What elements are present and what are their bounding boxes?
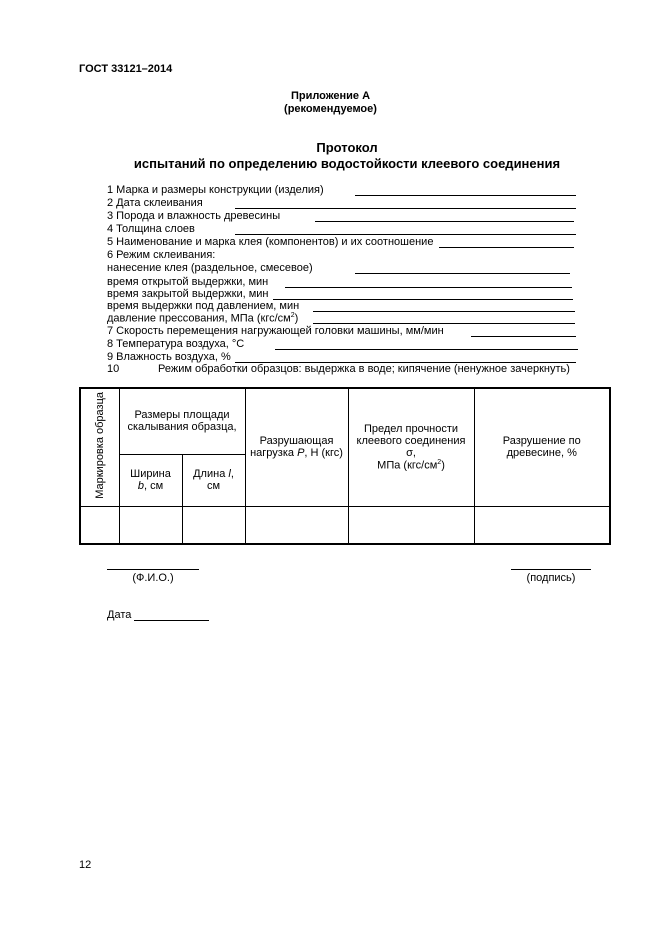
name-line[interactable]: [107, 569, 199, 570]
date-line[interactable]: [134, 620, 209, 621]
results-table: [79, 387, 611, 545]
field-10: Режим обработки образцов: выдержка в воде; кипячение (ненужное зачеркнуть): [158, 363, 570, 375]
col-strength-header: Предел прочности клеевого соединения σ, МПа $(кгс/см^2)$: [348, 388, 474, 506]
col-marking-header: Маркировка образца: [80, 388, 119, 506]
appendix-subtitle: (рекомендуемое): [284, 103, 377, 115]
field-4: 4 Толщина слоев: [107, 223, 195, 235]
field-1: 1 Марка и размеры конструкции (изделия): [107, 184, 324, 196]
field-7-line[interactable]: [471, 336, 576, 337]
signature-line[interactable]: [511, 569, 591, 570]
standard-number: ГОСТ 33121–2014: [79, 63, 173, 75]
cell-width[interactable]: [119, 506, 182, 544]
field-6-pressure-time-line[interactable]: [313, 311, 575, 312]
field-8: 8 Температура воздуха, °С: [107, 338, 245, 350]
field-6-closed-time-line[interactable]: [273, 299, 573, 300]
field-3-line[interactable]: [315, 221, 574, 222]
field-6-pressure-time: время выдержки под давлением, мин: [107, 300, 300, 312]
col-wood-header: Разрушение по древесине, %: [474, 388, 610, 506]
field-2: 2 Дата склеивания: [107, 197, 203, 209]
col-area-header: Размеры площади скалывания образца,: [119, 388, 245, 454]
field-6-open-time: время открытой выдержки, мин: [107, 276, 269, 288]
field-1-line[interactable]: [355, 195, 576, 196]
cell-wood[interactable]: [474, 506, 610, 544]
table-row: [80, 506, 610, 544]
field-6-closed-time: время закрытой выдержки, мин: [107, 288, 269, 300]
field-5: 5 Наименование и марка клея (компонентов) и их соотношение: [107, 236, 434, 248]
field-5-line[interactable]: [439, 247, 574, 248]
field-6-application: нанесение клея (раздельное, смесевое): [107, 262, 313, 274]
protocol-subtitle: испытаний по определению водостойкости клеевого соединения: [133, 156, 561, 171]
page-number: 12: [79, 859, 92, 871]
field-6-pressure: давление прессования, МПа $(кгс/см^2)$: [107, 312, 299, 325]
date-label: Дата: [107, 609, 132, 621]
cell-strength[interactable]: [348, 506, 474, 544]
field-6-open-time-line[interactable]: [285, 287, 572, 288]
col-length-header: Длина l, см: [182, 454, 245, 506]
field-6-pressure-line[interactable]: [313, 323, 575, 324]
appendix-title: Приложение А: [290, 90, 371, 102]
field-6-application-line[interactable]: [355, 273, 570, 274]
field-9: 9 Влажность воздуха, %: [107, 351, 231, 363]
field-7: 7 Скорость перемещения нагружающей головки машины, мм/мин: [107, 325, 444, 337]
cell-marking[interactable]: [80, 506, 119, 544]
col-load-header: Разрушающая нагрузка P, Н (кгс): [245, 388, 348, 506]
protocol-title: Протокол: [316, 140, 378, 155]
signature-caption: (подпись): [526, 572, 576, 584]
field-10-number: 10: [107, 363, 120, 375]
col-width-header: Ширина b, см: [119, 454, 182, 506]
field-8-line[interactable]: [275, 349, 578, 350]
field-2-line[interactable]: [235, 208, 576, 209]
name-caption: (Ф.И.О.): [132, 572, 174, 584]
field-3: 3 Порода и влажность древесины: [107, 210, 281, 222]
field-6: 6 Режим склеивания:: [107, 249, 216, 261]
cell-length[interactable]: [182, 506, 245, 544]
cell-load[interactable]: [245, 506, 348, 544]
field-4-line[interactable]: [235, 234, 576, 235]
